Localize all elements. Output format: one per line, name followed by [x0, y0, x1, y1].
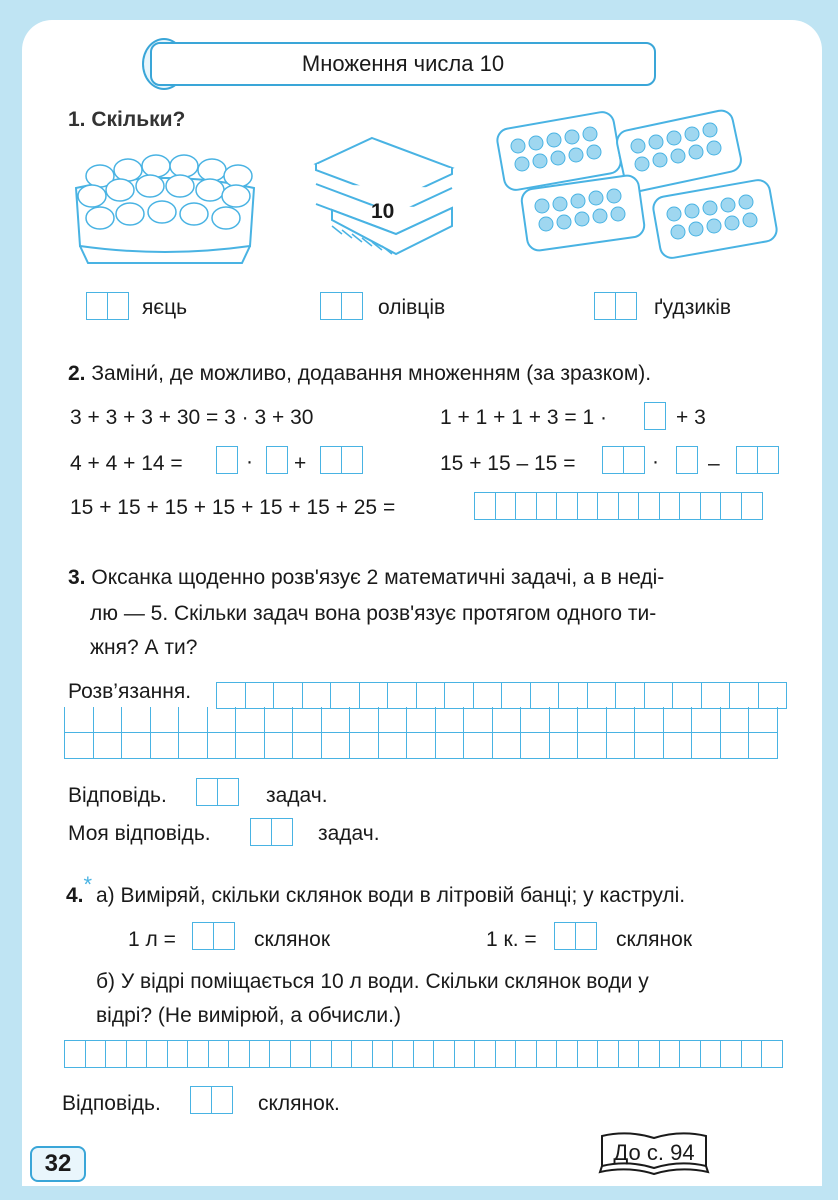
pencils-count: 10 [371, 200, 395, 223]
task3-line1: 3. Оксанка щоденно розв'язує 2 математичні задачі, а в неді- [68, 566, 665, 589]
task4-star: * [83, 872, 93, 897]
task4-answer-label: Відповідь. [62, 1092, 161, 1115]
task2-row2-left-box3[interactable] [320, 446, 363, 474]
task4-a-left-unit: склянок [254, 928, 331, 951]
task4-b-line1: б) У відрі поміщається 10 л води. Скільки склянок води у [96, 970, 649, 993]
task2-row2-right-dot: · [652, 450, 659, 473]
task2-row3-boxes[interactable] [474, 492, 763, 520]
task4-a-right-boxes[interactable] [554, 922, 597, 950]
task4-number: 4.* [66, 872, 93, 907]
task2-row2-right-box3[interactable] [736, 446, 779, 474]
task2-row2-left-dot: · [246, 450, 253, 473]
task2-row2-right-text: 15 + 15 – 15 = [440, 452, 576, 475]
pencils-answer-boxes[interactable] [320, 292, 363, 320]
task3-answer-unit: задач. [266, 784, 328, 807]
task2-row2-right-box2[interactable] [676, 446, 698, 474]
task2-row2-right-minus: – [708, 452, 720, 475]
task4-b-solution-boxes[interactable] [64, 1040, 783, 1068]
task2-instruction [68, 362, 651, 386]
buttons-cards-illustration [494, 106, 780, 276]
task3-solution-grid-top[interactable] [216, 682, 787, 709]
eggs-label: яєць [142, 296, 188, 319]
task2-text: Заміни́, де можливо, додавання множенням (за зразком). [91, 362, 652, 385]
task4-a-right-unit: склянок [616, 928, 693, 951]
task4-answer-unit: склянок. [258, 1092, 340, 1115]
task3-solution-grid[interactable] [64, 707, 778, 759]
eggs-answer-boxes[interactable] [86, 292, 129, 320]
task2-row2-right-box1[interactable] [602, 446, 645, 474]
task2-row1-box[interactable] [644, 402, 666, 430]
pencils-label: олівців [378, 296, 446, 319]
task4-a-right-text: 1 к. = [486, 928, 537, 951]
task3-solution-label: Розв’язання. [68, 680, 192, 703]
buttons-label: ґудзиків [654, 296, 732, 319]
task2-number: 2. [68, 362, 86, 385]
task3-my-answer-unit: задач. [318, 822, 380, 845]
task3-my-answer-label: Моя відповідь. [68, 822, 211, 845]
task1-heading: 1. Скільки? [68, 108, 186, 131]
task3-number: 3. [68, 566, 86, 589]
textbook-reference: До с. 94 [598, 1130, 710, 1176]
task4-b-line2: відрі? (Не вимірюй, а обчисли.) [96, 1004, 401, 1027]
task2-row3-text: 15 + 15 + 15 + 15 + 15 + 15 + 25 = [70, 496, 396, 519]
task3-answer-boxes[interactable] [196, 778, 239, 806]
task3-my-answer-boxes[interactable] [250, 818, 293, 846]
task3-answer-label: Відповідь. [68, 784, 167, 807]
task3-line3: жня? А ти? [90, 636, 198, 659]
task3-line2: лю — 5. Скільки задач вона розв'язує протягом одного ти- [90, 602, 657, 625]
task4-a-text: а) Виміряй, скільки склянок води в літровій банці; у каструлі. [96, 884, 686, 907]
page-number: 32 [30, 1146, 86, 1182]
buttons-answer-boxes[interactable] [594, 292, 637, 320]
task2-row1-suffix: + 3 [676, 406, 706, 429]
task4-answer-boxes[interactable] [190, 1086, 233, 1114]
task4-a-left-boxes[interactable] [192, 922, 235, 950]
task2-row2-left-box1[interactable] [216, 446, 238, 474]
task2-row2-left-box2[interactable] [266, 446, 288, 474]
task2-example: 3 + 3 + 3 + 30 = 3 · 3 + 30 [70, 406, 314, 429]
task4-a-left-text: 1 л = [128, 928, 176, 951]
page-title: Множення числа 10 [150, 42, 656, 86]
task2-row1-right-text: 1 + 1 + 1 + 3 = 1 · [440, 406, 607, 429]
eggs-tray-illustration [70, 148, 260, 268]
task2-row2-left-text: 4 + 4 + 14 = [70, 452, 183, 475]
task2-row2-left-plus: + [294, 452, 307, 475]
